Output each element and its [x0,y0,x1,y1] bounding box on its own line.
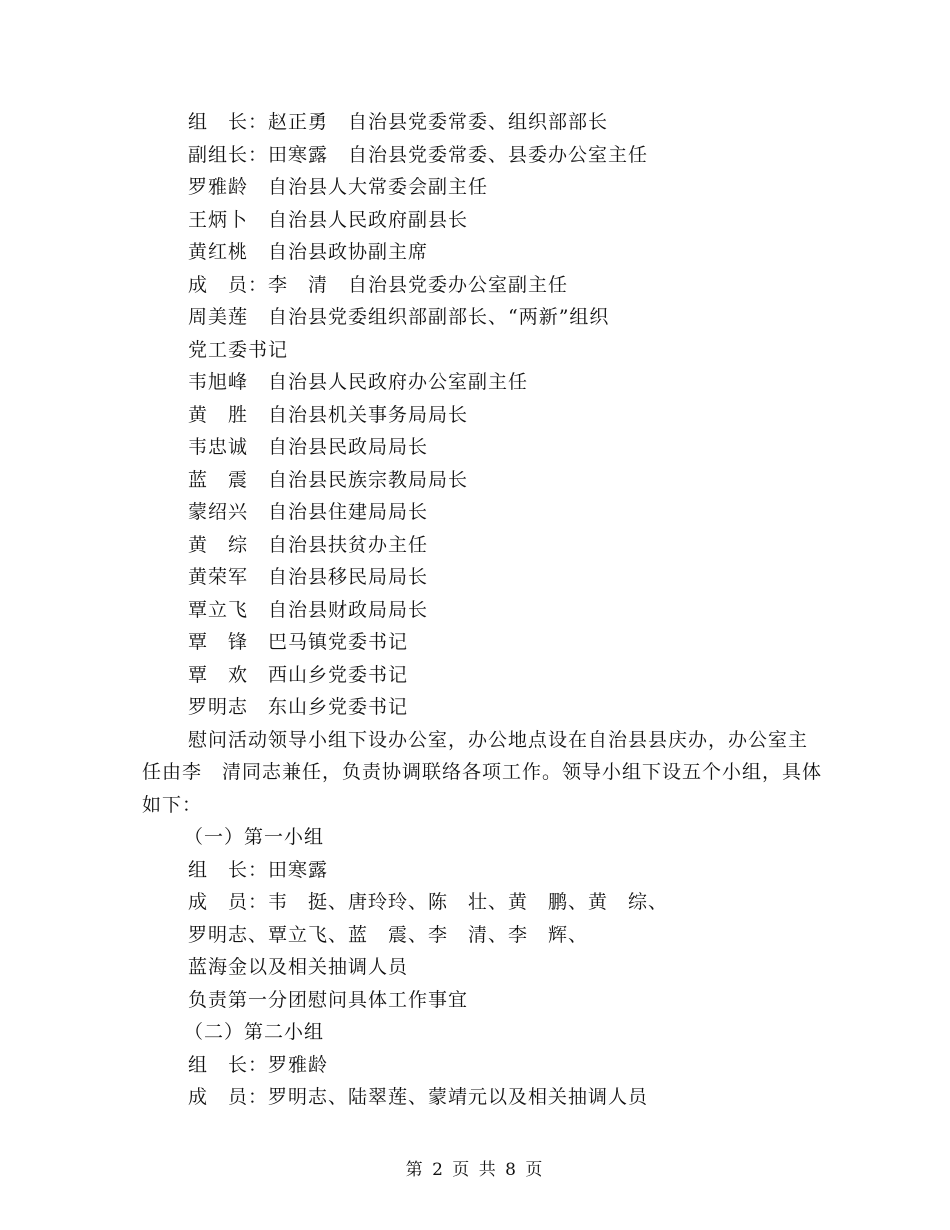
text-line: 覃 锋 巴马镇党委书记 [188,631,409,653]
group1-duty: 负责第一分团慰问具体工作事宜 [188,988,469,1011]
group1-leader: 组 长：田寒露 [188,858,329,881]
group1-heading: （一）第一小组 [184,826,325,848]
text-line: 黄红桃 自治县政协副主席 [188,241,429,263]
group1-members: 成 员：韦 挺、唐玲玲、陈 壮、黄 鹏、黄 综、 [188,891,669,913]
document-body [142,106,822,1114]
text-line: 党工委书记 [188,338,289,361]
text-line: 周美莲 自治县党委组织部副部长、“两新”组织 [188,306,610,328]
text-line: 罗明志 东山乡党委书记 [188,696,409,718]
text-line: 组 长：赵正勇 自治县党委常委、组织部部长 [188,111,609,133]
text-line: 罗雅龄 自治县人大常委会副主任 [188,176,489,198]
group2-leader: 组 长：罗雅龄 [188,1053,329,1076]
office-paragraph: 慰问活动领导小组下设办公室，办公地点设在自治县县庆办，办公室主任由李 清同志兼任，负责协调联络各项工作。领导小组下设五个小组，具体如下： [142,728,823,816]
text-line: 成 员：李 清 自治县党委办公室副主任 [188,273,569,296]
text-line: 黄 胜 自治县机关事务局局长 [188,403,469,426]
text-line: 覃 欢 西山乡党委书记 [188,663,409,686]
text-line: 韦旭峰 自治县人民政府办公室副主任 [188,371,529,393]
text-line: 黄 综 自治县扶贫办主任 [188,533,429,556]
group1-members: 罗明志、覃立飞、蓝 震、李 清、李 辉、 [188,923,589,946]
text-line: 黄荣军 自治县移民局局长 [188,566,429,588]
group1-members: 蓝海金以及相关抽调人员 [188,956,409,978]
page-number: 第 2 页 共 8 页 [405,1160,545,1180]
text-line: 副组长：田寒露 自治县党委常委、县委办公室主任 [188,143,649,166]
text-line: 王炳卜 自治县人民政府副县长 [188,208,469,231]
text-line: 覃立飞 自治县财政局局长 [188,598,429,621]
text-line: 韦忠诚 自治县民政局局长 [188,436,429,458]
text-line: 蓝 震 自治县民族宗教局局长 [188,468,469,491]
group2-members: 成 员：罗明志、陆翠莲、蒙靖元以及相关抽调人员 [188,1086,649,1108]
group2-heading: （二）第二小组 [184,1021,325,1043]
text-line: 蒙绍兴 自治县住建局局长 [188,501,429,523]
